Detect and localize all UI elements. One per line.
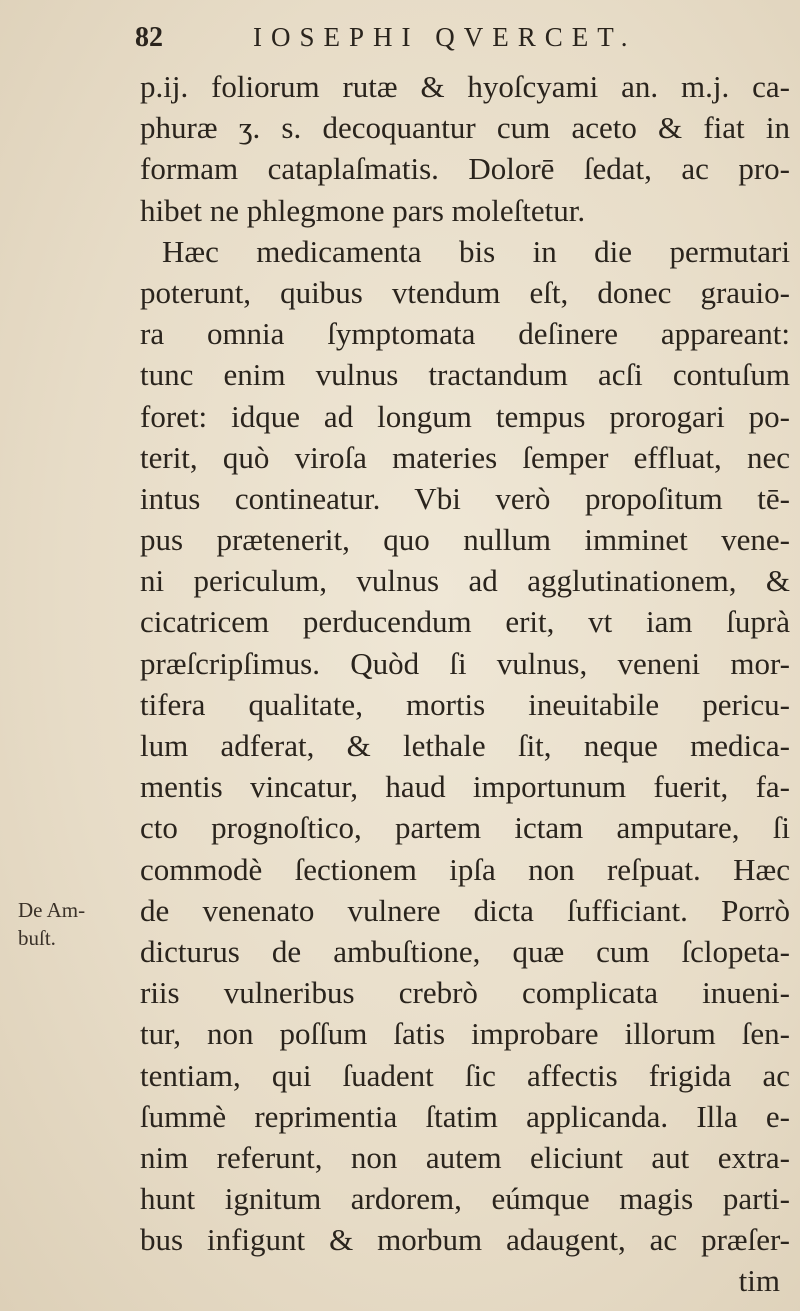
text-line: nim referunt, non autem eliciunt aut extra- [140,1139,790,1175]
text-line: pus prætenerit, quo nullum imminet vene- [140,522,790,558]
text-line: poterunt, quibus vtendum eſt, donec grauio- [140,274,790,310]
text-line: mentis vincatur, haud importunum fuerit, fa- [140,769,790,805]
page-header [135,18,775,62]
text-line: Hæc medicamenta bis in die permutari [162,233,790,269]
text-line: dicturus de ambuſtione, quæ cum ſclopeta- [140,933,790,969]
text-line: hibet ne phlegmone pars moleſtetur. [140,192,586,228]
marginal-note-line: buſt. [18,926,56,950]
marginal-note [18,896,128,952]
page-number: 82 [135,22,163,53]
text-line: ſummè reprimentia ſtatim applicanda. Illa e- [140,1098,790,1134]
body-text [140,66,790,1302]
marginal-note-line: De Am- [18,898,86,922]
text-line: commodè ſectionem ipſa non reſpuat. Hæc [140,851,790,887]
text-line: riis vulneribus crebrò complicata inueni- [140,975,790,1011]
text-line: de venenato vulnere dicta ſufficiant. Porrò [140,892,790,928]
text-line: tifera qualitate, mortis ineuitabile pericu- [140,686,790,722]
text-line: foret: idque ad longum tempus prorogari po- [140,398,790,434]
text-line: p.ij. foliorum rutæ & hyoſcyami an. m.j. ca- [140,69,790,104]
text-line: lum adferat, & lethale ſit, neque medica- [140,728,790,763]
running-head: IOSEPHI QVERCET. [253,22,637,52]
text-line: cto prognoſtico, partem ictam amputare, ſi [140,810,790,846]
text-line: tur, non poſſum ſatis improbare illorum ſen- [140,1016,790,1052]
text-line: ni periculum, vulnus ad agglutinationem, & [140,563,790,599]
text-line: terit, quò viroſa materies ſemper effluat, nec [140,439,790,475]
text-line: formam cataplaſmatis. Dolorē ſedat, ac pro- [140,151,790,187]
text-line: bus infigunt & morbum adaugent, ac præſer- [140,1222,790,1258]
text-line: tentiam, qui ſuadent ſic affectis frigida ac [140,1057,790,1093]
text-line: hunt ignitum ardorem, eúmque magis parti- [140,1181,790,1217]
text-line: intus contineatur. Vbi verò propoſitum tē- [140,480,790,516]
catchword: tim [738,1263,780,1299]
text-line: phuræ ʒ. s. decoquantur cum aceto & fiat in [140,110,790,146]
text-line: ra omnia ſymptomata deſinere appareant: [140,316,790,352]
text-line: cicatricem perducendum erit, vt iam ſuprà [140,604,790,640]
text-line: præſcripſimus. Quòd ſi vulnus, veneni mor- [140,645,790,681]
text-line: tunc enim vulnus tractandum acſi contuſum [140,357,790,393]
